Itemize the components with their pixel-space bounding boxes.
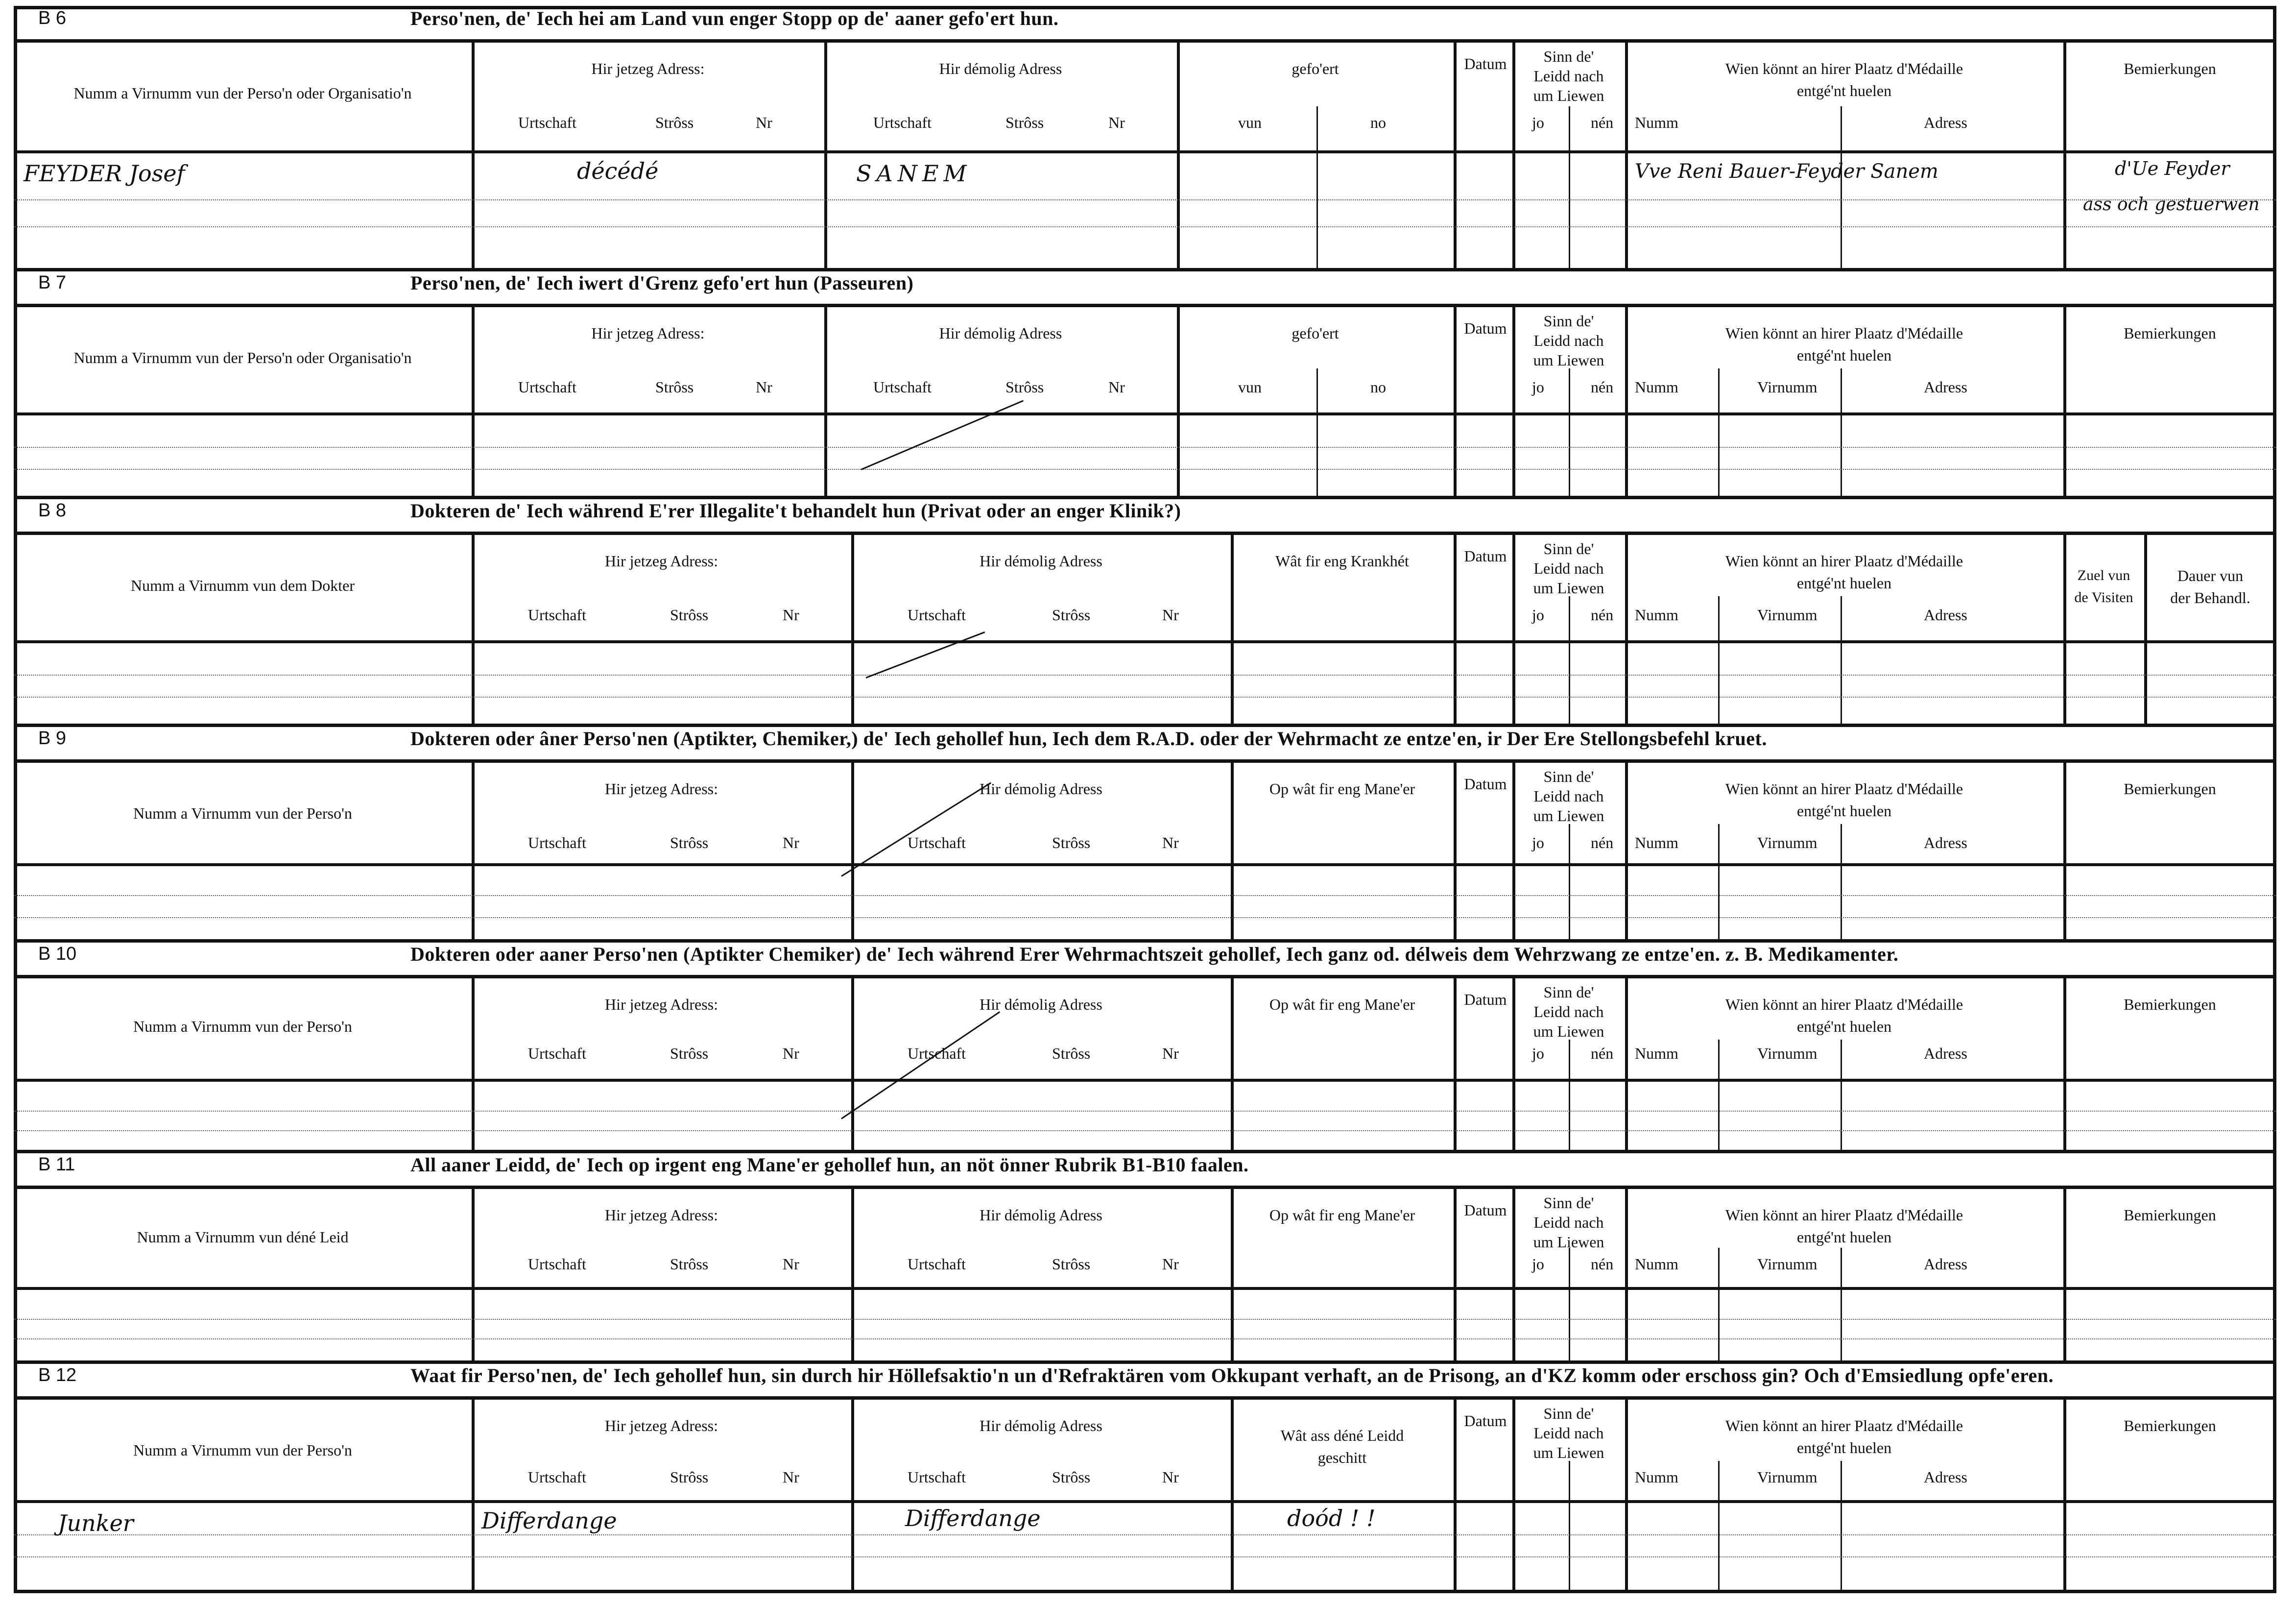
col-name-header: Numm a Virnumm vun der Perso'n — [133, 1441, 352, 1459]
section-header — [14, 270, 2276, 307]
illness-header: Wât fir eng Krankhét — [1275, 552, 1409, 570]
section-header — [14, 498, 2276, 535]
hw-current-address: décédé — [577, 158, 659, 184]
section-b8: B 8 Dokteren de' Iech während E'rer Illegalite't behandelt hun (Privat oder an enger Klinik?) Numm a Virnumm vun dem Dokter Hir jetzeg Adress: Urtschaft Strôss Nr Hir démolig Adress Urtschaft Strôss Nr Wât fir eng Krankhét Datum Sinn de' Leidd nach um Liewen jo nén Wien könnt an hirer Plaatz d'Médaille entgé'nt huelen Numm Virnumm Adress Zuel vun de Visiten Dauer vun der Behandl. — [14, 496, 2276, 724]
strike-through-mark — [841, 1011, 1000, 1119]
section-code: B 11 — [38, 1154, 75, 1175]
hw-remark-line2: ass och gestuerwen — [2083, 194, 2260, 215]
section-code: B 7 — [38, 272, 67, 293]
col-name-header: Numm a Virnumm vun der Perso'n oder Organisatio'n — [73, 84, 412, 102]
section-b10: B 10 Dokteren oder aaner Perso'nen (Aptikter Chemiker) de' Iech während Erer Wehrmachtszeit gehollef, Iech ganz od. délweis dem Wehrzwang ze entze'en. z. B. Medikamenter. Numm a Virnumm vun der Perso'n Hir jetzeg Adress: Urtschaft Strôss Nr Hir démolig Adress Urtschaft Strôss Nr Op wât fir eng Mane'er Datum Sinn de' Leidd nach um Liewen jo nén Wien könnt an hirer Plaatz d'Médaille entgé'nt huelen Numm Virnumm Adress Bemierkungen — [14, 939, 2276, 1150]
col-name-header: Numm a Virnumm vun dem Dokter — [131, 577, 355, 594]
hw-former-address: SANEM — [856, 160, 972, 187]
strike-through-mark — [861, 400, 1024, 470]
section-code: B 8 — [38, 500, 67, 521]
section-header — [14, 1363, 2276, 1400]
section-code: B 9 — [38, 728, 67, 749]
hw-name: Junker — [58, 1510, 134, 1536]
section-b11: B 11 All aaner Leidd, de' Iech op irgent eng Mane'er gehollef hun, an nöt önner Rubrik B1-B10 faalen. Numm a Virnumm vun déné Leid Hir jetzeg Adress: Urtschaft Strôss Nr Hir démolig Adress Urtschaft Strôss Nr Op wât fir eng Mane'er Datum Sinn de' Leidd nach um Liewen jo nén Wien könnt an hirer Plaatz d'Médaille entgé'nt huelen Numm Virnumm Adress Bemierkungen — [14, 1150, 2276, 1360]
hw-remark-line1: d'Ue Feyder — [2115, 158, 2230, 179]
hw-name: FEYDER Josef — [24, 160, 185, 187]
hw-medal-recipient: Vve Reni Bauer-Feyder Sanem — [1635, 160, 1938, 183]
section-b12: B 12 Waat fir Perso'nen, de' Iech gehollef hun, sin durch hir Höllefsaktio'n un d'Refraktären vom Okkupant verhaft, an de Prisong, an d'KZ komm oder erschoss gin? Och d'Emsiedlung opfe'eren. Numm a Virnumm vun der Perso'n Hir jetzeg Adress: Urtschaft Strôss Nr Hir démolig Adress Urtschaft Strôss Nr Wât ass déné Leidd geschitt Datum Sinn de' Leidd nach um Liewen Wien könnt an hirer Plaatz d'Médaille entgé'nt huelen Numm Virnumm Adress Bemierkungen Junker Differdange Differdange doód ! ! — [14, 1360, 2276, 1593]
section-title: Dokteren oder aaner Perso'nen (Aptikter Chemiker) de' Iech während Erer Wehrmachtszeit gehollef, Iech ganz od. délweis dem Wehrzwang ze entze'en. z. B. Medikamenter. — [410, 943, 1899, 965]
section-title: Waat fir Perso'nen, de' Iech gehollef hun, sin durch hir Höllefsaktio'n un d'Refraktären vom Okkupant verhaft, an de Prisong, an d'KZ komm oder erschoss gin? Och d'Emsiedlung opfe'eren. — [410, 1364, 2054, 1386]
section-b9: B 9 Dokteren oder âner Perso'nen (Aptikter, Chemiker,) de' Iech gehollef hun, Iech dem R.A.D. oder der Wehrmacht ze entze'en, ir Der Ere Stellongsbefehl kruet. Numm a Virnumm vun der Perso'n Hir jetzeg Adress: Urtschaft Strôss Nr Hir démolig Adress Urtschaft Strôss Nr Op wât fir eng Mane'er Datum Sinn de' Leidd nach um Liewen jo nén Wien könnt an hirer Plaatz d'Médaille entgé'nt huelen Numm Virnumm Adress Bemierkungen — [14, 724, 2276, 939]
section-title: Perso'nen, de' Iech iwert d'Grenz gefo'ert hun (Passeuren) — [410, 272, 914, 294]
col-name-header: Numm a Virnumm vun déné Leid — [137, 1228, 349, 1246]
col-name-header: Numm a Virnumm vun der Perso'n — [133, 804, 352, 822]
section-code: B 12 — [38, 1365, 77, 1385]
strike-through-mark — [865, 631, 985, 679]
section-title: Dokteren de' Iech während E'rer Illegalite't behandelt hun (Privat oder an enger Klinik?) — [410, 500, 1181, 522]
section-header — [14, 942, 2276, 978]
col-name-header: Numm a Virnumm vun der Perso'n oder Organisatio'n — [73, 349, 412, 366]
section-header — [14, 1152, 2276, 1189]
hw-event: doód ! ! — [1287, 1505, 1376, 1531]
section-b7: B 7 Perso'nen, de' Iech iwert d'Grenz gefo'ert hun (Passeuren) Numm a Virnumm vun der Perso'n oder Organisatio'n Hir jetzeg Adress: Urtschaft Strôss Nr Hir démolig Adress Urtschaft Strôss Nr gefo'ert vun no Datum Sinn de' Leidd nach um Liewen jo nén Wien könnt an hirer Plaatz d'Médaille entgé'nt huelen Numm Virnumm Adress Bemierkungen — [14, 268, 2276, 496]
col-name-header: Numm a Virnumm vun der Perso'n — [133, 1018, 352, 1035]
section-title: All aaner Leidd, de' Iech op irgent eng Mane'er gehollef hun, an nöt önner Rubrik B1-B10 faalen. — [410, 1154, 1249, 1176]
section-header — [14, 6, 2276, 43]
hw-former-address: Differdange — [905, 1505, 1041, 1531]
section-title: Perso'nen, de' Iech hei am Land vun enger Stopp op de' aaner gefo'ert hun. — [410, 7, 1059, 29]
section-header — [14, 726, 2276, 763]
section-title: Dokteren oder âner Perso'nen (Aptikter, Chemiker,) de' Iech gehollef hun, Iech dem R.A.D. oder der Wehrmacht ze entze'en, ir Der Ere Stellongsbefehl kruet. — [410, 728, 1767, 750]
hw-current-address: Differdange — [481, 1507, 617, 1534]
section-b6: B 6 Perso'nen, de' Iech hei am Land vun enger Stopp op de' aaner gefo'ert hun. Numm a Virnumm vun der Perso'n oder Organisatio'n Hir jetzeg Adress: Urtschaft Strôss Nr Hir démolig Adress Urtschaft Strôss Nr gefo'ert vun no Datum Sinn de' Leidd nach um Liewen jo nén Wien könnt an hirer Plaatz d'Médaille entgé'nt huelen Numm Adress Bemierkungen FEYDER Josef décédé SANEM Vve Reni Bauer-Feyder Sanem d'Ue Feyder ass och gestuerwen — [14, 6, 2276, 268]
section-code: B 6 — [38, 8, 67, 28]
section-code: B 10 — [38, 944, 77, 964]
